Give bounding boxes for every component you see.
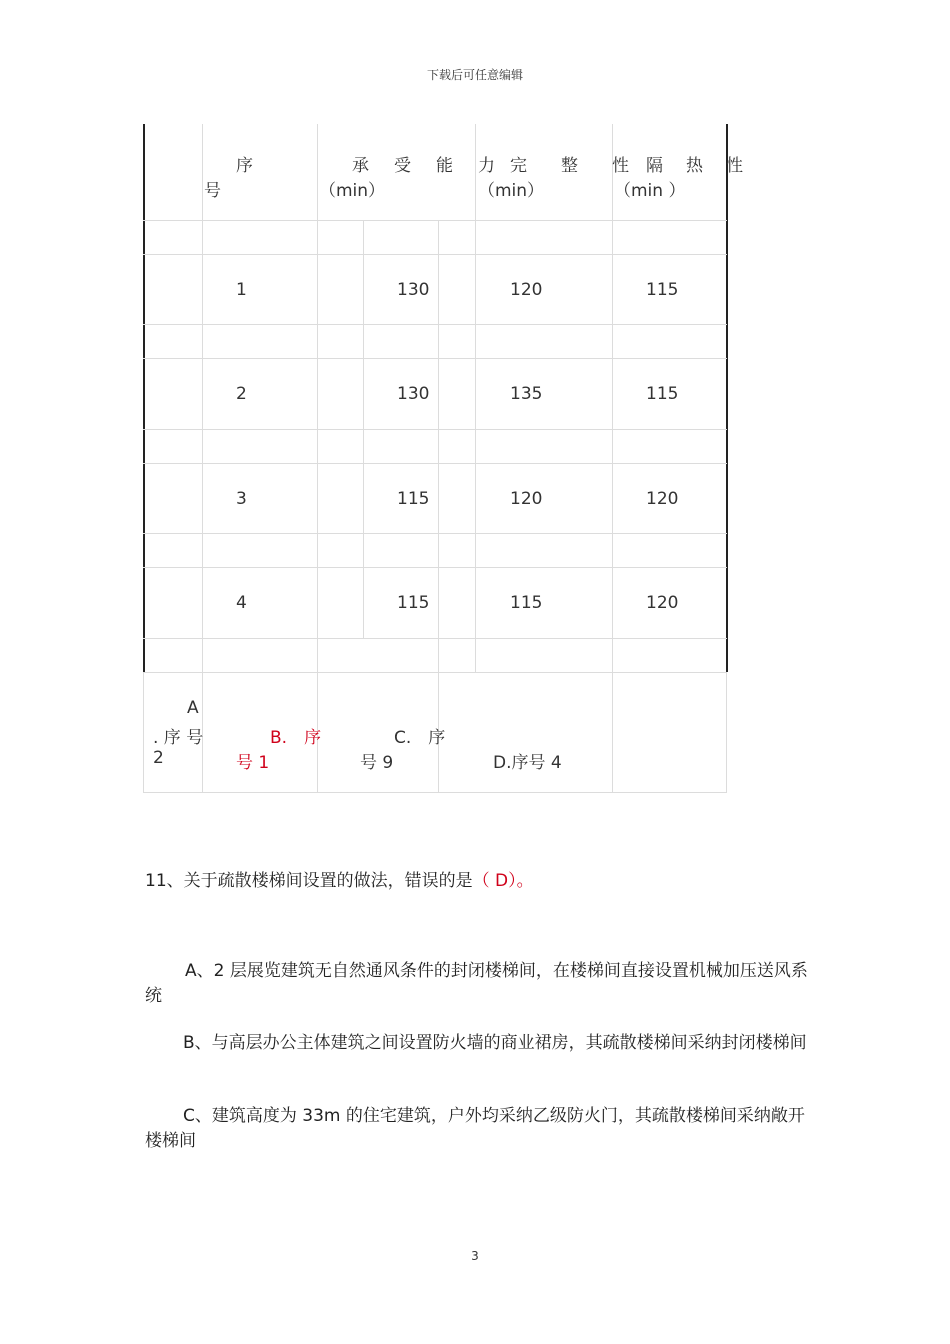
option-a-text: A、2 层展览建筑无自然通风条件的封闭楼梯间，在楼梯间直接设置机械加压送风系统 <box>145 961 808 1006</box>
header-seq-top: 序 <box>236 156 253 176</box>
question-text: 11、关于疏散楼梯间设置的做法，错误的是 <box>145 871 473 891</box>
cell-integrity: 120 <box>510 489 543 509</box>
cell-insulation: 120 <box>646 593 679 613</box>
option-b-text: B、与高层办公主体建筑之间设置防火墙的商业裙房，其疏散楼梯间采纳封闭楼梯间 <box>183 1033 807 1053</box>
cell-integrity: 120 <box>510 280 543 300</box>
header-load-top: 承 受 能 力 <box>352 156 499 176</box>
cell-load: 115 <box>397 489 430 509</box>
option-c-text: C、建筑高度为 33m 的住宅建筑，户外均采纳乙级防火门，其疏散楼梯间采纳敞开楼梯间 <box>145 1106 805 1151</box>
option-b-line2: 号 1 <box>236 753 270 773</box>
page-header: 下载后可任意编辑 <box>426 68 523 82</box>
option-a-line1: A <box>187 698 199 718</box>
header-integrity-bottom: （min） <box>478 181 545 201</box>
cell-insulation: 115 <box>646 384 679 404</box>
header-insulation-top: 隔 热 性 <box>646 156 746 176</box>
cell-insulation: 115 <box>646 280 679 300</box>
cell-load: 115 <box>397 593 430 613</box>
option-d: D.序号 4 <box>493 753 562 773</box>
header-insulation-bottom: （min ） <box>614 181 686 201</box>
option-c-line2: 号 9 <box>360 753 394 773</box>
cell-load: 130 <box>397 384 430 404</box>
header-integrity-top: 完 整 性 <box>510 156 629 176</box>
option-a-line2: . 序 号 <box>153 728 204 748</box>
option-b-line1: B. 序 <box>270 728 322 748</box>
cell-insulation: 120 <box>646 489 679 509</box>
cell-integrity: 135 <box>510 384 543 404</box>
header-seq-bottom: 号 <box>204 181 221 201</box>
cell-integrity: 115 <box>510 593 543 613</box>
cell-load: 130 <box>397 280 430 300</box>
cell-seq: 4 <box>236 593 247 613</box>
page-number: 3 <box>471 1249 479 1263</box>
header-load-bottom: （min） <box>319 181 386 201</box>
option-c-line1: C. 序 <box>394 728 446 748</box>
cell-seq: 1 <box>236 280 247 300</box>
question-answer: （ D）。 <box>472 871 534 891</box>
option-a-line3: 2 <box>153 748 164 768</box>
cell-seq: 2 <box>236 384 247 404</box>
cell-seq: 3 <box>236 489 247 509</box>
question-title <box>145 866 534 891</box>
